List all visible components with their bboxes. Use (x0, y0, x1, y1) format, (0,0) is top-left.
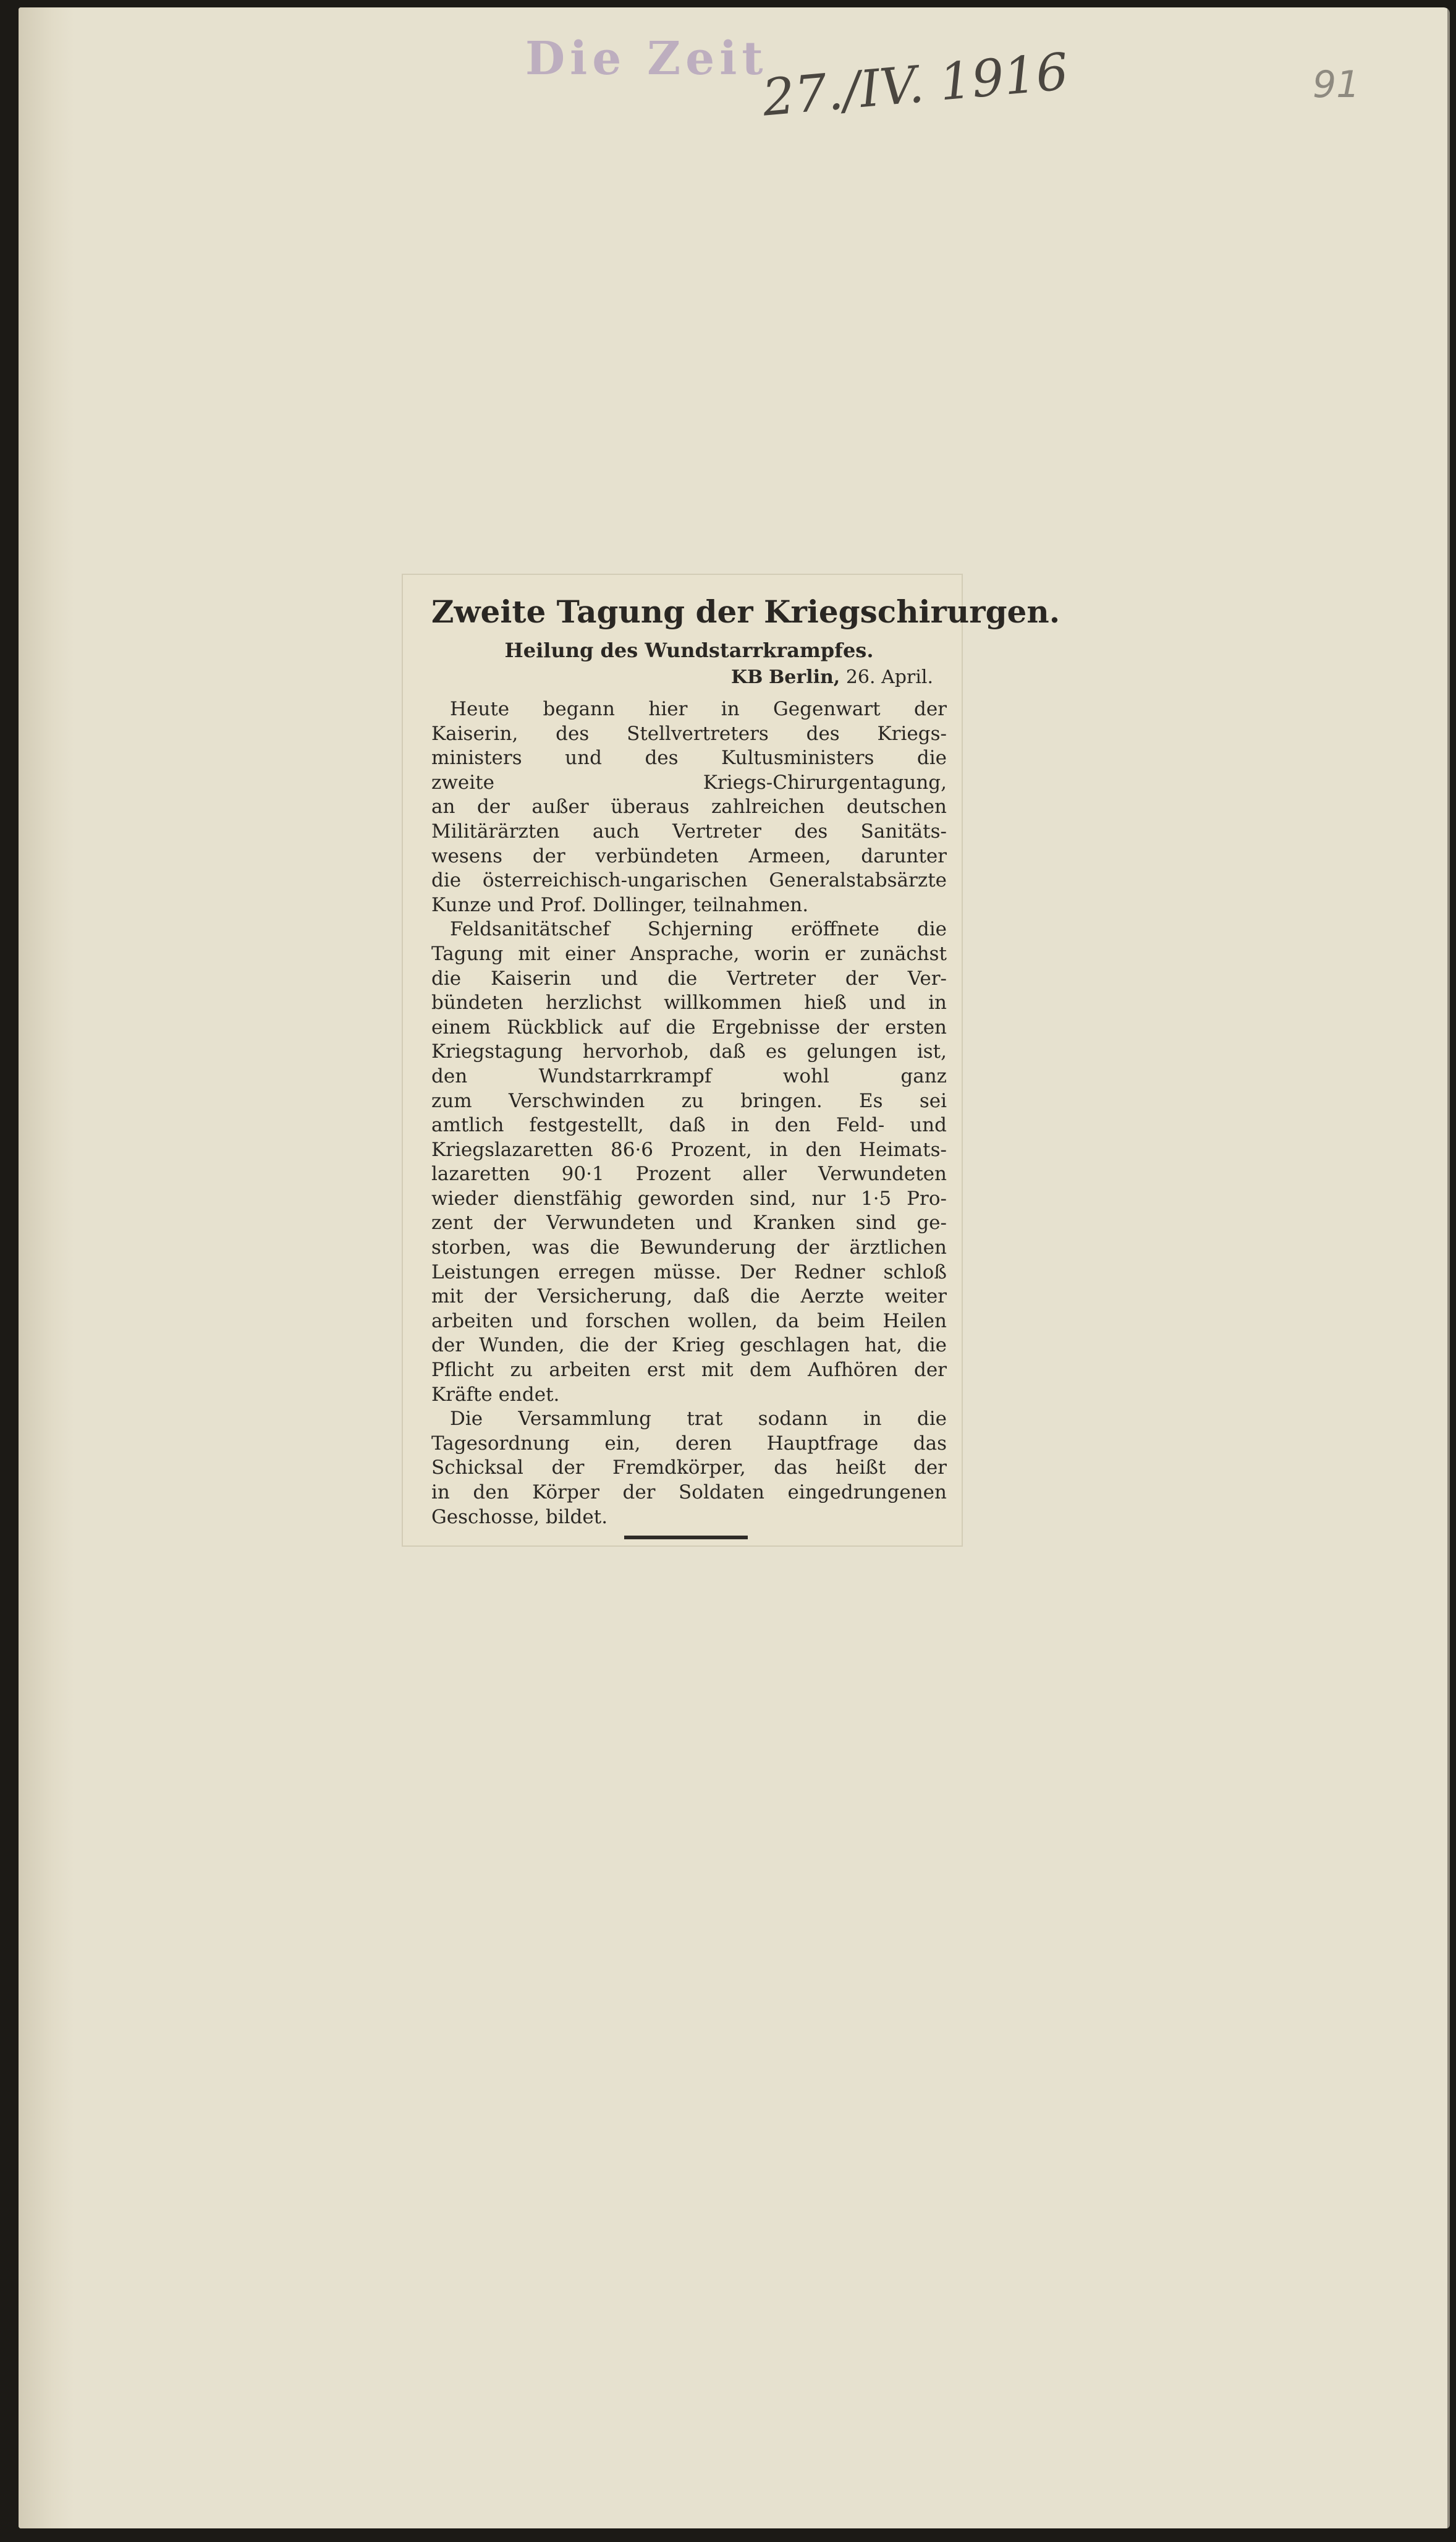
page-number: 91 (1313, 63, 1360, 106)
body-line: einem Rückblick auf die Ergebnisse der ersten (431, 1016, 947, 1039)
article-dateline (431, 664, 933, 691)
body-line: arbeiten und forschen wollen, da beim Heilen (431, 1309, 947, 1332)
sheet-left-edge (19, 7, 74, 2528)
body-line: Kaiserin, des Stellvertreters des Kriegs- (431, 722, 947, 745)
body-line: Kunze und Prof. Dollinger, teilnahmen. (431, 893, 809, 916)
article-title: Zweite Tagung der Kriegschirurgen. (431, 593, 1060, 630)
body-line: lazaretten 90·1 Prozent aller Verwundeten (431, 1163, 947, 1186)
body-line: an der außer überaus zahlreichen deutschen (431, 796, 947, 818)
body-line: bündeten herzlichst willkommen hieß und in (431, 992, 947, 1014)
body-line: zent der Verwundeten und Kranken sind ge- (431, 1212, 947, 1235)
body-line: die Kaiserin und die Vertreter der Ver- (431, 967, 947, 990)
body-line: zweite Kriegs-Chirurgentagung, (431, 771, 947, 794)
body-line: Leistungen erregen müsse. Der Redner schloß (431, 1260, 947, 1283)
body-line: der Wunden, die der Krieg geschlagen hat, die (431, 1334, 947, 1357)
body-line: in den Körper der Soldaten eingedrungenen (431, 1481, 947, 1503)
body-line: zum Verschwinden zu bringen. Es sei (431, 1089, 947, 1112)
body-line: mit der Versicherung, daß die Aerzte weiter (431, 1285, 947, 1308)
sheet-right-edge (1447, 7, 1450, 2528)
body-line: Heute begann hier in Gegenwart der (450, 698, 947, 720)
body-line: Tagung mit einer Ansprache, worin er zunächst (431, 942, 947, 965)
body-line: amtlich festgestellt, daß in den Feld- und (431, 1114, 947, 1137)
body-line: Kriegstagung hervorhob, daß es gelungen ist, (431, 1040, 947, 1063)
body-line: Geschosse, bildet. (431, 1505, 608, 1528)
body-line: Die Versammlung trat sodann in die (450, 1408, 947, 1430)
body-line: Kriegslazaretten 86·6 Prozent, in den Heimats- (431, 1138, 947, 1161)
body-line: Pflicht zu arbeiten erst mit dem Aufhören der (431, 1359, 947, 1382)
dateline-city: Berlin, (768, 666, 840, 688)
body-line: Feldsanitätschef Schjerning eröffnete die (450, 918, 947, 941)
dateline-agency: KB (730, 666, 763, 688)
body-line: die österreichisch-ungarischen Generalstabsärzte (431, 869, 947, 892)
body-line: Kräfte endet. (431, 1383, 560, 1406)
body-line: Tagesordnung ein, deren Hauptfrage das (431, 1432, 947, 1455)
handwritten-date: 27./IV. 1916 (760, 42, 1071, 128)
body-line: wesens der verbündeten Armeen, darunter (431, 844, 947, 867)
body-line: storben, was die Bewunderung der ärztlichen (431, 1236, 947, 1259)
body-line: Schicksal der Fremdkörper, das heißt der (431, 1456, 947, 1479)
body-line: wieder dienstfähig geworden sind, nur 1·5 Pro- (431, 1187, 947, 1210)
article-subtitle: Heilung des Wundstarrkrampfes. (504, 639, 874, 662)
body-line: Militärärzten auch Vertreter des Sanitäts- (431, 820, 947, 843)
body-line: den Wundstarrkrampf wohl ganz (431, 1065, 947, 1087)
body-line: ministers und des Kultusministers die (431, 747, 947, 770)
archive-sheet (19, 7, 1450, 2528)
closing-rule (624, 1536, 748, 1539)
newspaper-clipping (403, 575, 1060, 1545)
newspaper-stamp: Die Zeit (525, 32, 768, 85)
dateline-date: 26. April. (845, 666, 933, 688)
article-body (431, 697, 947, 1529)
